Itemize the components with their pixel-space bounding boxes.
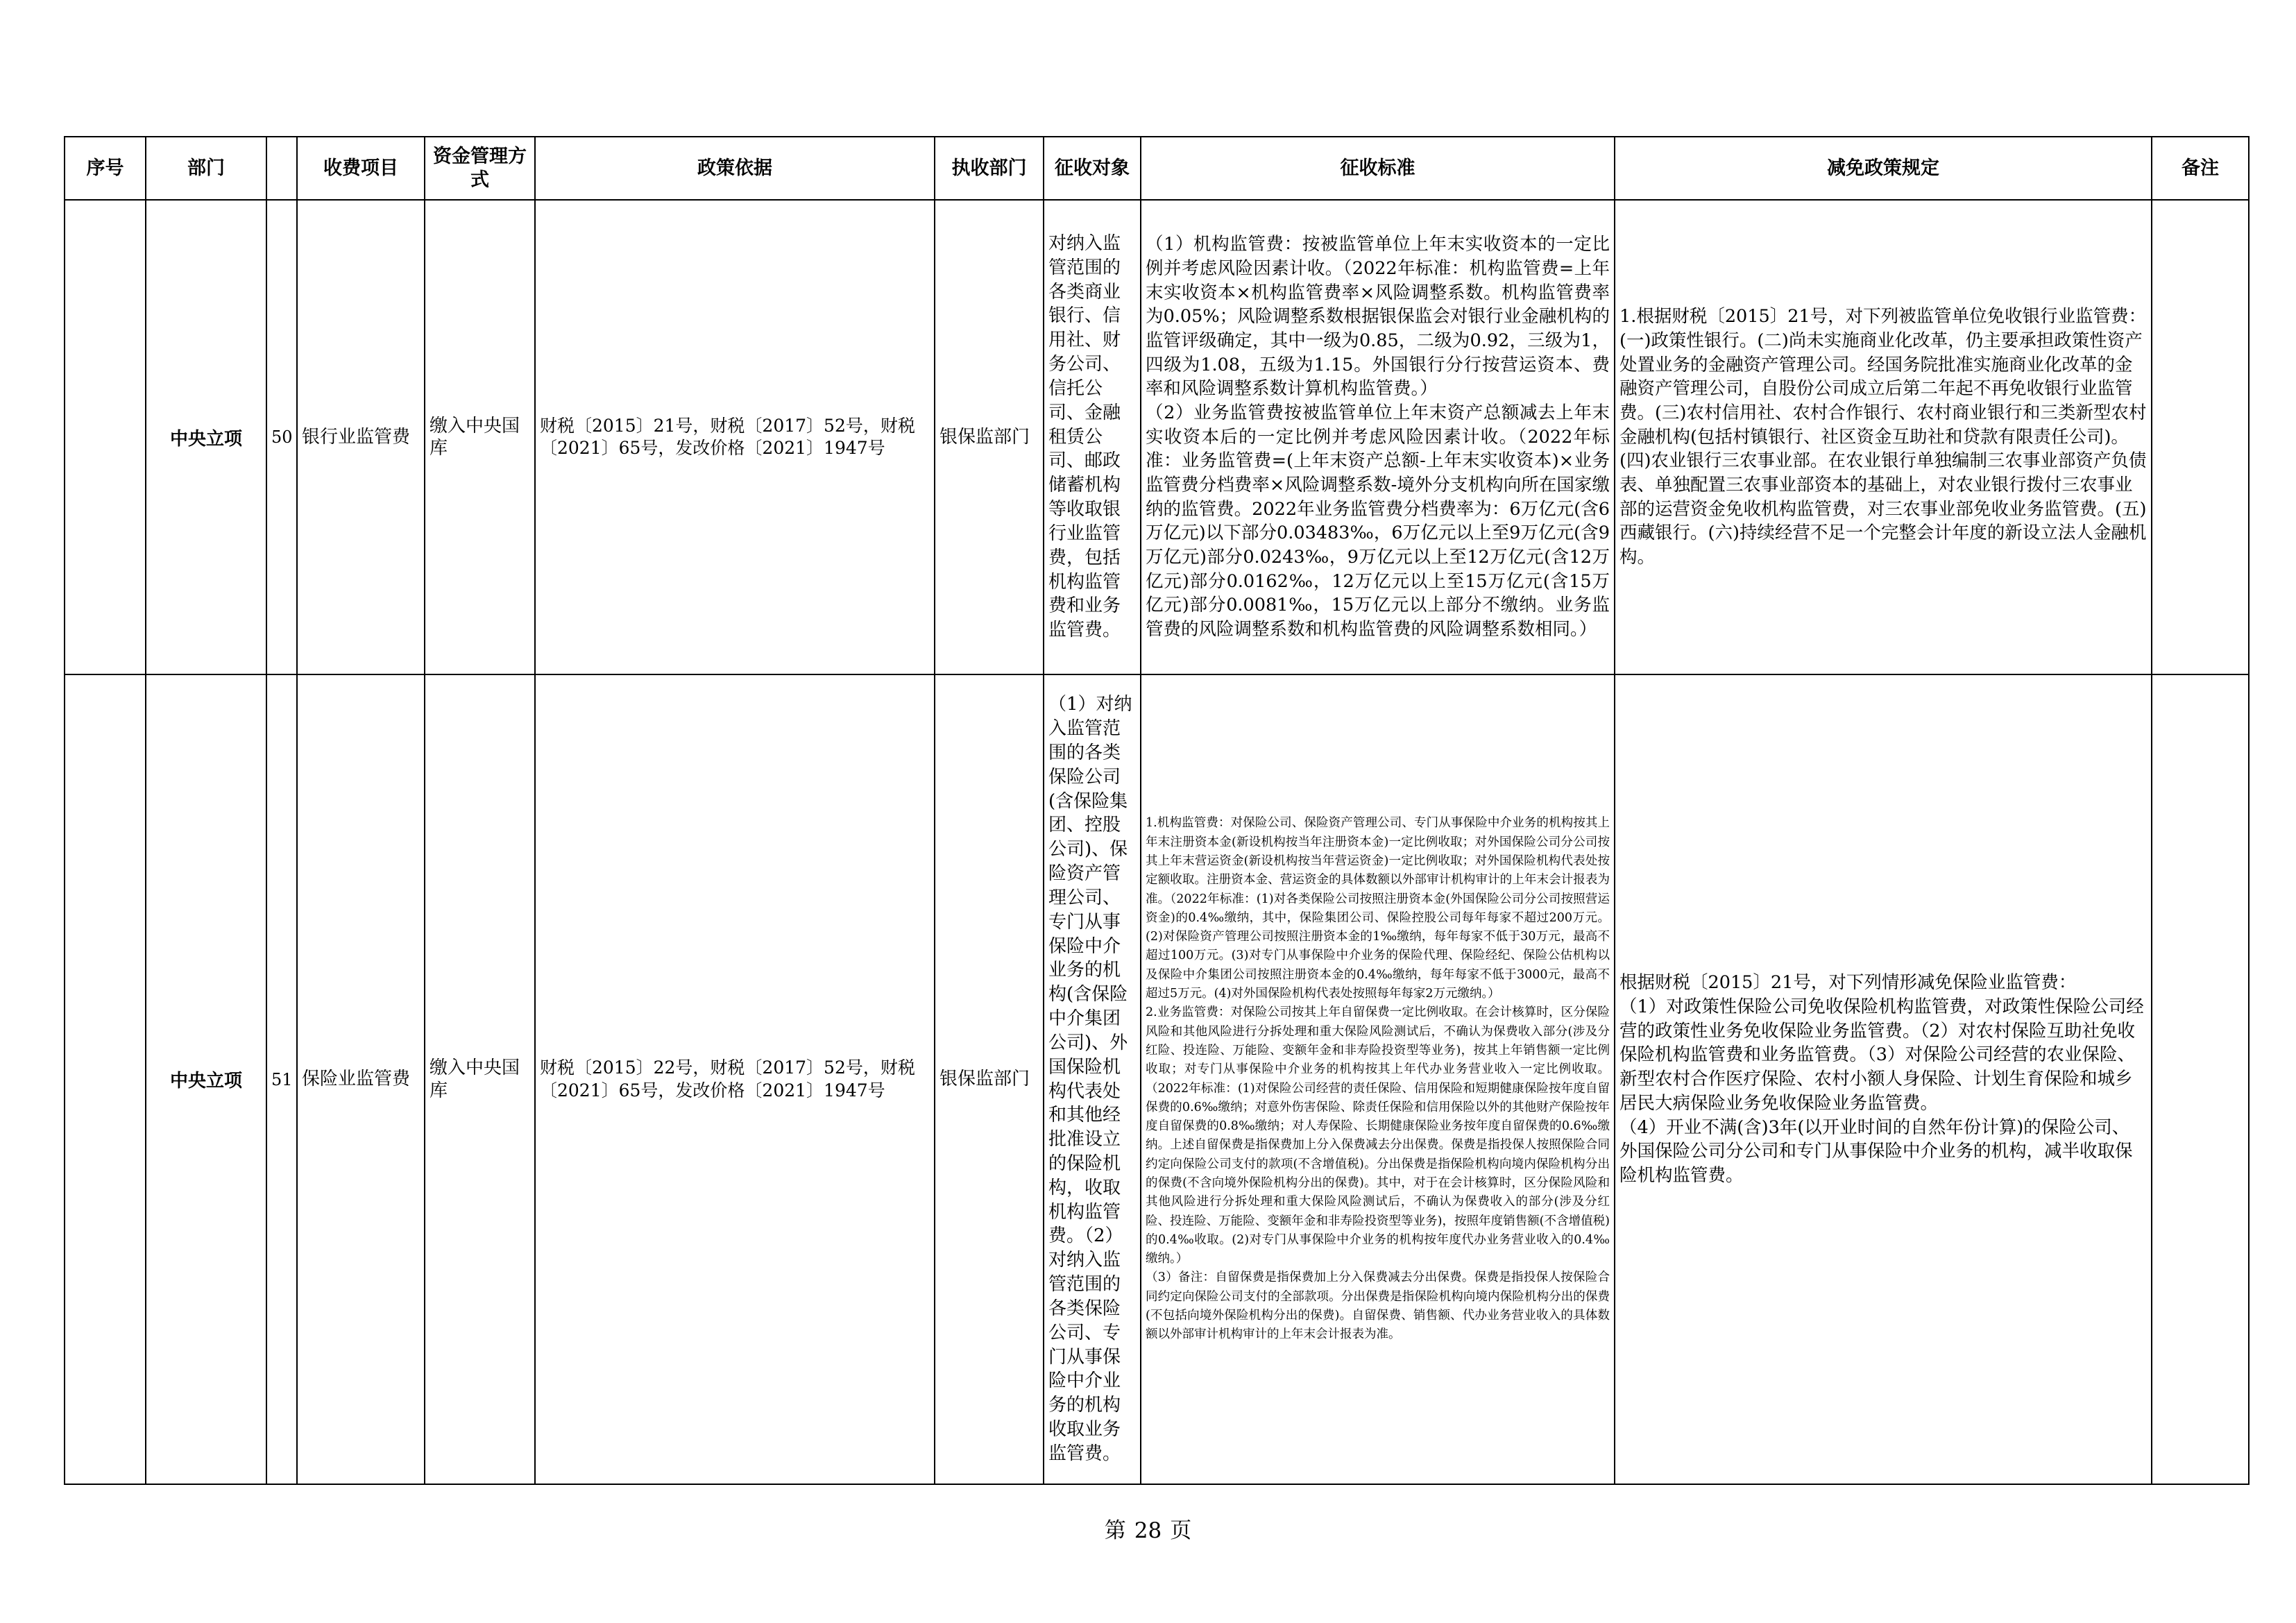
reduction-paragraph: 1.根据财税〔2015〕21号，对下列被监管单位免收银行业监管费： — [1619, 306, 2147, 328]
row-target: 对纳入监管范围的各类商业银行、信用社、财务公司、信托公司、金融租赁公司、邮政储蓄机构等收取银行业监管费，包括机构监管费和业务监管费。 — [1044, 200, 1141, 674]
standard-paragraph: 1.机构监管费：对保险公司、保险资产管理公司、专门从事保险中介业务的机构按其上年末注册资本金(新设机构按当年注册资本金)一定比例收取；对外国保险公司分公司按其上年末营运资金(新设机构按当年营运资金)一定比例收取；对外国保险机构代表处按定额收取。注册资本金、营运资金的具体数额以外部审计机构审计的上年末会计报表为准。（2022年标准：(1)对各类保险公司按照注册资本金(外国保险公司分公司按照营运资金)的0.4‰缴纳，其中，保险集团公司、保险控股公司每年每家不超过200万元。(2)对保险资产管理公司按照注册资本金的1‰缴纳，每年每家不低于30万元，最高不超过100万元。(3)对专门从事保险中介业务的保险代理、保险经纪、保险公估机构以及保险中介集团公司按照注册资本金的0.4‰缴纳，每年每家不低于3000元，最高不超过5万元。(4)对外国保险机构代表处按照每年每家2万元缴纳。） — [1146, 816, 1610, 1001]
header-reduction: 减免政策规定 — [1615, 137, 2152, 200]
standard-paragraph: 2.业务监管费：对保险公司按其上年自留保费一定比例收取。在会计核算时，区分保险风险和其他风险进行分拆处理和重大保险风险测试后，不确认为保费收入部分(涉及分红险、投连险、万能险、变额年金和非寿险投资型等业务)，按其上年销售额一定比例收取；对专门从事保险中介业务的机构按其上年代办业务营业收入一定比例收取。（2022年标准：(1)对保险公司经营的责任保险、信用保险和短期健康保险按年度自留保费的0.6‰缴纳；对意外伤害保险、除责任保险和信用保险以外的其他财产保险按年度自留保费的0.8‰缴纳；对人寿保险、长期健康保险业务按年度自留保费的0.6‰缴纳。上述自留保费是指保费加上分入保费减去分出保费。保费是指投保人按照保险合同约定向保险公司支付的款项(不含增值税)。分出保费是指保险机构向境内保险机构分出的保费(不含向境外保险机构分出的保费)。其中，对于在会计核算时，区分保险风险和其他风险进行分拆处理和重大保险风险测试后，不确认为保费收入的部分(涉及分红险、投连险、万能险、变额年金和非寿险投资型等业务)，按照年度销售额(不含增值税)的0.4‰收取。(2)对专门从事保险中介业务的机构按年度代办业务营业收入的0.4‰缴纳。） — [1146, 1005, 1610, 1266]
row-basis: 财税〔2015〕21号，财税〔2017〕52号，财税〔2021〕65号，发改价格〔2021〕1947号 — [535, 200, 935, 674]
row-remark — [2152, 200, 2249, 674]
row-collector: 银保监部门 — [935, 200, 1044, 674]
row-item: 保险业监管费 — [297, 674, 425, 1484]
header-target: 征收对象 — [1044, 137, 1141, 200]
page-number: 28 — [1134, 1518, 1162, 1543]
table-row — [65, 200, 2249, 674]
header-basis: 政策依据 — [535, 137, 935, 200]
header-item: 收费项目 — [297, 137, 425, 200]
page-suffix: 页 — [1170, 1518, 1192, 1543]
row-fund-mgmt: 缴入中央国库 — [425, 200, 535, 674]
reduction-paragraph: （4）开业不满(含)3年(以开业时间的自然年份计算)的保险公司、外国保险公司分公司和专门从事保险中介业务的机构，减半收取保险机构监管费。 — [1619, 1116, 2133, 1186]
row-reduction — [1615, 200, 2152, 674]
row-blank-seq — [65, 200, 146, 674]
row-fund-mgmt: 缴入中央国库 — [425, 674, 535, 1484]
row-target: （1）对纳入监管范围的各类保险公司(含保险集团、控股公司)、保险资产管理公司、专门从事保险中介业务的机构(含保险中介集团公司)、外国保险机构代表处和其他经批准设立的保险机构，收取机构监管费。（2）对纳入监管范围的各类保险公司、专门从事保险中介业务的机构收取业务监管费。 — [1044, 674, 1141, 1484]
row-standard — [1141, 200, 1615, 674]
header-seq: 序号 — [65, 137, 146, 200]
row-category: 中央立项 — [146, 200, 266, 674]
row-basis: 财税〔2015〕22号，财税〔2017〕52号，财税〔2021〕65号，发改价格〔2021〕1947号 — [535, 674, 935, 1484]
page-prefix: 第 — [1104, 1518, 1126, 1543]
row-remark — [2152, 674, 2249, 1484]
header-row — [65, 137, 2249, 200]
row-seq: 50 — [266, 200, 297, 674]
fee-table — [64, 136, 2250, 1485]
standard-paragraph: （2）业务监管费按被监管单位上年末资产总额减去上年末实收资本后的一定比例并考虑风险因素计收。（2022年标准：业务监管费=(上年末资产总额-上年末实收资本)×业务监管费分档费率×风险调整系数-境外分支机构向所在国家缴纳的监管费。2022年业务监管费分档费率为：6万亿元(含6万亿元)以下部分0.03483‰，6万亿元以上至9万亿元(含9万亿元)部分0.0243‰，9万亿元以上至12万亿元(含12万亿元)部分0.0162‰，12万亿元以上至15万亿元(含15万亿元)部分0.0081‰，15万亿元以上部分不缴纳。业务监管费的风险调整系数和机构监管费的风险调整系数相同。） — [1146, 402, 1610, 640]
reduction-paragraph: (一)政策性银行。(二)尚未实施商业化改革，仍主要承担政策性资产处置业务的金融资产管理公司。经国务院批准实施商业化改革的金融资产管理公司，自股份公司成立后第二年起不再免收银行业监管费。(三)农村信用社、农村合作银行、农村商业银行和三类新型农村金融机构(包括村镇银行、社区资金互助社和贷款有限责任公司)。(四)农业银行三农事业部。在农业银行单独编制三农事业部资产负债表、单独配置三农事业部资本的基础上，对农业银行拨付三农事业部的运营资金免收机构监管费，对三农事业部免收业务监管费。(五)西藏银行。(六)持续经营不足一个完整会计年度的新设立法人金融机构。 — [1619, 330, 2147, 568]
row-standard — [1141, 674, 1615, 1484]
header-remark: 备注 — [2152, 137, 2249, 200]
row-blank-seq — [65, 674, 146, 1484]
header-blank — [266, 137, 297, 200]
header-collector: 执收部门 — [935, 137, 1044, 200]
reduction-paragraph: 根据财税〔2015〕21号，对下列情形减免保险业监管费： — [1619, 972, 2077, 994]
table-row — [65, 674, 2249, 1484]
row-category: 中央立项 — [146, 674, 266, 1484]
reduction-paragraph: （1）对政策性保险公司免收保险机构监管费，对政策性保险公司经营的政策性业务免收保险业务监管费。（2）对农村保险互助社免收保险机构监管费和业务监管费。（3）对保险公司经营的农业保险、新型农村合作医疗保险、农村小额人身保险、计划生育保险和城乡居民大病保险业务免收保险业务监管费。 — [1619, 996, 2144, 1114]
row-seq: 51 — [266, 674, 297, 1484]
standard-paragraph: （1）机构监管费：按被监管单位上年末实收资本的一定比例并考虑风险因素计收。（2022年标准：机构监管费=上年末实收资本×机构监管费率×风险调整系数。机构监管费率为0.05%；风险调整系数根据银保监会对银行业金融机构的监管评级确定，其中一级为0.85，二级为0.92，三级为1，四级为1.08，五级为1.15。外国银行分行按营运资本、费率和风险调整系数计算机构监管费。） — [1146, 234, 1610, 400]
header-standard: 征收标准 — [1141, 137, 1615, 200]
standard-paragraph: （3）备注：自留保费是指保费加上分入保费减去分出保费。保费是指投保人按保险合同约定向保险公司支付的全部款项。分出保费是指保险机构向境内保险机构分出的保费(不包括向境外保险机构分出的保费)。自留保费、销售额、代办业务营业收入的具体数额以外部审计机构审计的上年末会计报表为准。 — [1146, 1271, 1610, 1342]
header-dept: 部门 — [146, 137, 266, 200]
header-fund-mgmt: 资金管理方式 — [425, 137, 535, 200]
row-reduction — [1615, 674, 2152, 1484]
row-item: 银行业监管费 — [297, 200, 425, 674]
row-collector: 银保监部门 — [935, 674, 1044, 1484]
page-footer — [0, 1513, 2296, 1544]
